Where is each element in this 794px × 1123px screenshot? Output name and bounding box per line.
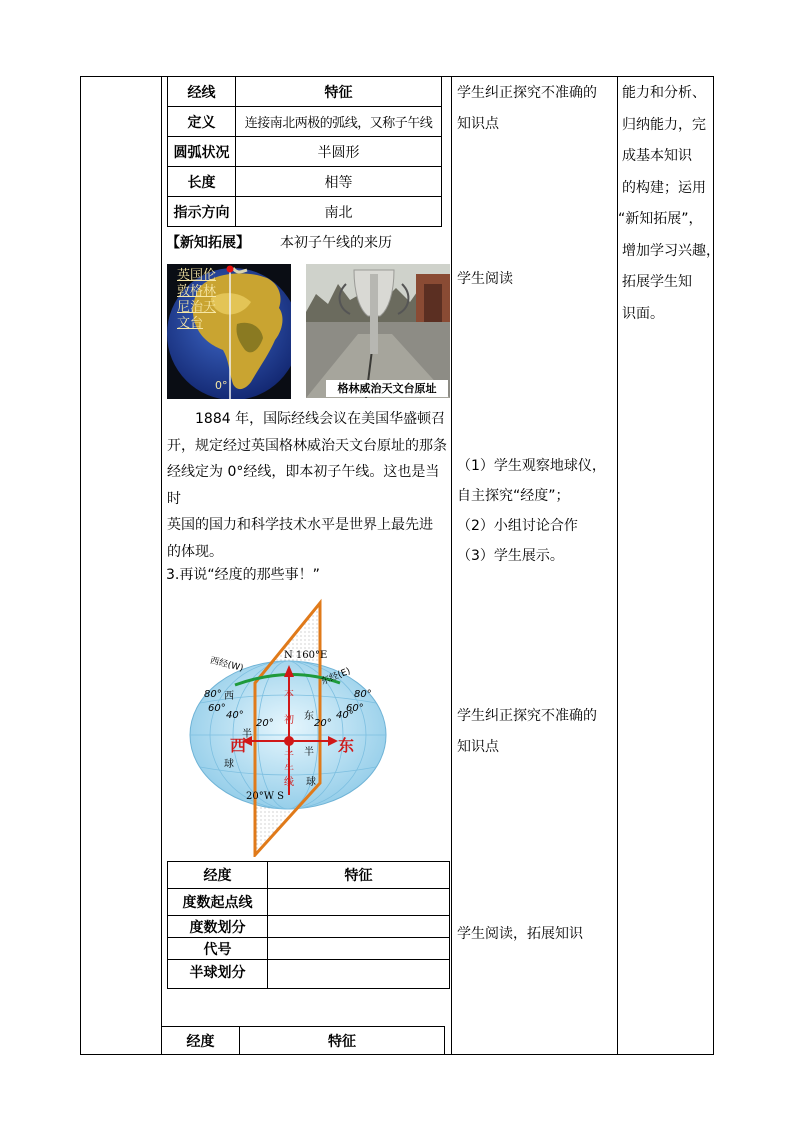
- east-hemisphere-char: 半: [304, 747, 314, 758]
- student-activity-block-2: 学生阅读: [457, 271, 513, 287]
- prime-meridian-char: 本: [284, 689, 294, 700]
- paragraph-line: 的体现。: [167, 543, 223, 560]
- hemisphere-diagram: [180, 595, 395, 857]
- globe-label-line: 英国伦: [177, 268, 217, 283]
- west-hemisphere-char: 半: [242, 729, 252, 740]
- section-3-title: 3.再说“经度的那些事！”: [166, 567, 320, 583]
- design-intent-line: 成基本知识: [622, 148, 692, 164]
- east-longitude-arc-label: 东经(E): [319, 666, 353, 688]
- meridian-table-row-label: 指示方向: [168, 197, 236, 227]
- design-intent-block: [618, 78, 720, 330]
- student-activity-line: （3）学生展示。: [457, 548, 564, 564]
- longitude-table-row-label: 度数划分: [168, 916, 268, 938]
- left-degree-label: 60°: [208, 703, 226, 714]
- meridian-table-row-label: 长度: [168, 167, 236, 197]
- paragraph-line: 1884 年，国际经线会议在美国华盛顿召: [195, 411, 446, 427]
- left-degree-label: 80°: [204, 689, 222, 700]
- design-intent-line: 拓展学生知: [622, 274, 692, 290]
- student-activity-line: 知识点: [457, 739, 499, 755]
- history-paragraph: [167, 406, 447, 565]
- new-knowledge-title: 本初子午线的来历: [280, 235, 392, 251]
- west-hemisphere-char: 西: [224, 691, 234, 702]
- east-hemisphere-char: 东: [304, 711, 314, 722]
- north-pole-label: N 160°E: [284, 650, 328, 661]
- left-degree-label: 20°: [256, 718, 274, 729]
- meridian-table-header-cell: 特征: [236, 77, 442, 107]
- student-activity-line: （2）小组讨论合作: [457, 518, 578, 534]
- meridian-table-header-cell: 经线: [168, 77, 236, 107]
- paragraph-line: 英国的国力和科学技术水平是世界上最先进: [167, 517, 433, 533]
- west-hemisphere-char: 球: [224, 759, 234, 770]
- observatory-photo-illustration: [306, 264, 450, 398]
- design-intent-line: 归纳能力，完: [622, 116, 706, 133]
- globe-prime-meridian-image: [167, 264, 291, 399]
- meridian-table-cell: 半圆形: [236, 137, 442, 167]
- longitude-table-cell: [268, 960, 450, 989]
- new-knowledge-tag: 【新知拓展】: [166, 235, 250, 251]
- student-activity-block-4: [457, 701, 597, 763]
- student-activity-block-3: [457, 451, 606, 571]
- longitude-table-cell: [268, 938, 450, 960]
- design-intent-line: 能力和分析、: [622, 85, 706, 101]
- outer-table-left-border: [80, 76, 81, 1055]
- hemisphere-diagram-svg: [180, 595, 395, 857]
- longitude-table-row-label: 半球划分: [168, 960, 268, 989]
- student-activity-block-1: [457, 78, 597, 140]
- design-intent-line: 识面。: [622, 305, 664, 322]
- globe-label-line: 敦格林: [177, 284, 217, 299]
- longitude-table-continued-header-cell: 特征: [240, 1027, 445, 1055]
- student-activity-line: 自主探究“经度”；: [457, 488, 570, 504]
- student-activity-line: 知识点: [457, 116, 499, 132]
- meridian-table-cell: 连接南北两极的弧线，又称子午线: [236, 107, 442, 137]
- left-degree-label: 40°: [226, 710, 244, 721]
- longitude-table: [167, 861, 450, 989]
- west-longitude-arc-label: 西经(W): [208, 656, 245, 674]
- meridian-table-row-label: 圆弧状况: [168, 137, 236, 167]
- meridian-table-cell: 相等: [236, 167, 442, 197]
- design-intent-line: 增加学习兴趣，: [622, 242, 720, 259]
- east-hemisphere-char: 球: [306, 777, 316, 788]
- globe-label-line: 尼治天: [177, 300, 217, 315]
- longitude-table-row-label: 度数起点线: [168, 889, 268, 916]
- right-degree-label: 80°: [354, 689, 372, 700]
- right-degree-label: 40°: [336, 710, 354, 721]
- greenwich-observatory-photo: [306, 264, 450, 398]
- outer-column-divider-1: [161, 76, 162, 1055]
- right-degree-label: 20°: [314, 718, 332, 729]
- prime-meridian-char: 午: [284, 765, 294, 776]
- prime-meridian-char: 线: [284, 777, 294, 788]
- globe-label: [177, 268, 216, 332]
- longitude-table-continued-header-cell: 经度: [162, 1027, 240, 1055]
- design-intent-line: 的构建；运用: [622, 179, 706, 196]
- meridian-table-row-label: 定义: [168, 107, 236, 137]
- student-activity-line: 学生纠正探究不准确的: [457, 708, 597, 724]
- south-pole-label: 20°W S: [246, 791, 285, 802]
- right-degree-label: 60°: [346, 703, 364, 714]
- west-big-label: 西: [230, 736, 247, 755]
- longitude-table-header-cell: 经度: [168, 862, 268, 889]
- longitude-table-row-label: 代号: [168, 938, 268, 960]
- east-big-label: 东: [338, 736, 355, 755]
- meridian-table: [167, 76, 442, 227]
- photo-caption: 格林威治天文台原址: [326, 380, 448, 397]
- meridian-table-cell: 南北: [236, 197, 442, 227]
- outer-column-divider-2: [451, 76, 452, 1055]
- prime-meridian-char: 初: [284, 715, 294, 726]
- globe-label-line: 文台: [177, 316, 204, 331]
- student-activity-block-5: 学生阅读，拓展知识: [457, 926, 583, 942]
- paragraph-line: 经线定为 0°经线，即本初子午线。这也是当时: [167, 464, 440, 507]
- student-activity-line: （1）学生观察地球仪，: [457, 458, 606, 474]
- longitude-table-header-cell: 特征: [268, 862, 450, 889]
- longitude-table-cell: [268, 916, 450, 938]
- longitude-table-cell: [268, 889, 450, 916]
- prime-meridian-char: 子: [284, 751, 294, 762]
- paragraph-line: 开，规定经过英国格林威治天文台原址的那条: [167, 437, 447, 454]
- globe-degree-label: 0°: [215, 379, 228, 392]
- longitude-table-continued: [161, 1026, 445, 1055]
- student-activity-line: 学生纠正探究不准确的: [457, 85, 597, 101]
- design-intent-line: “新知拓展”，: [618, 211, 703, 227]
